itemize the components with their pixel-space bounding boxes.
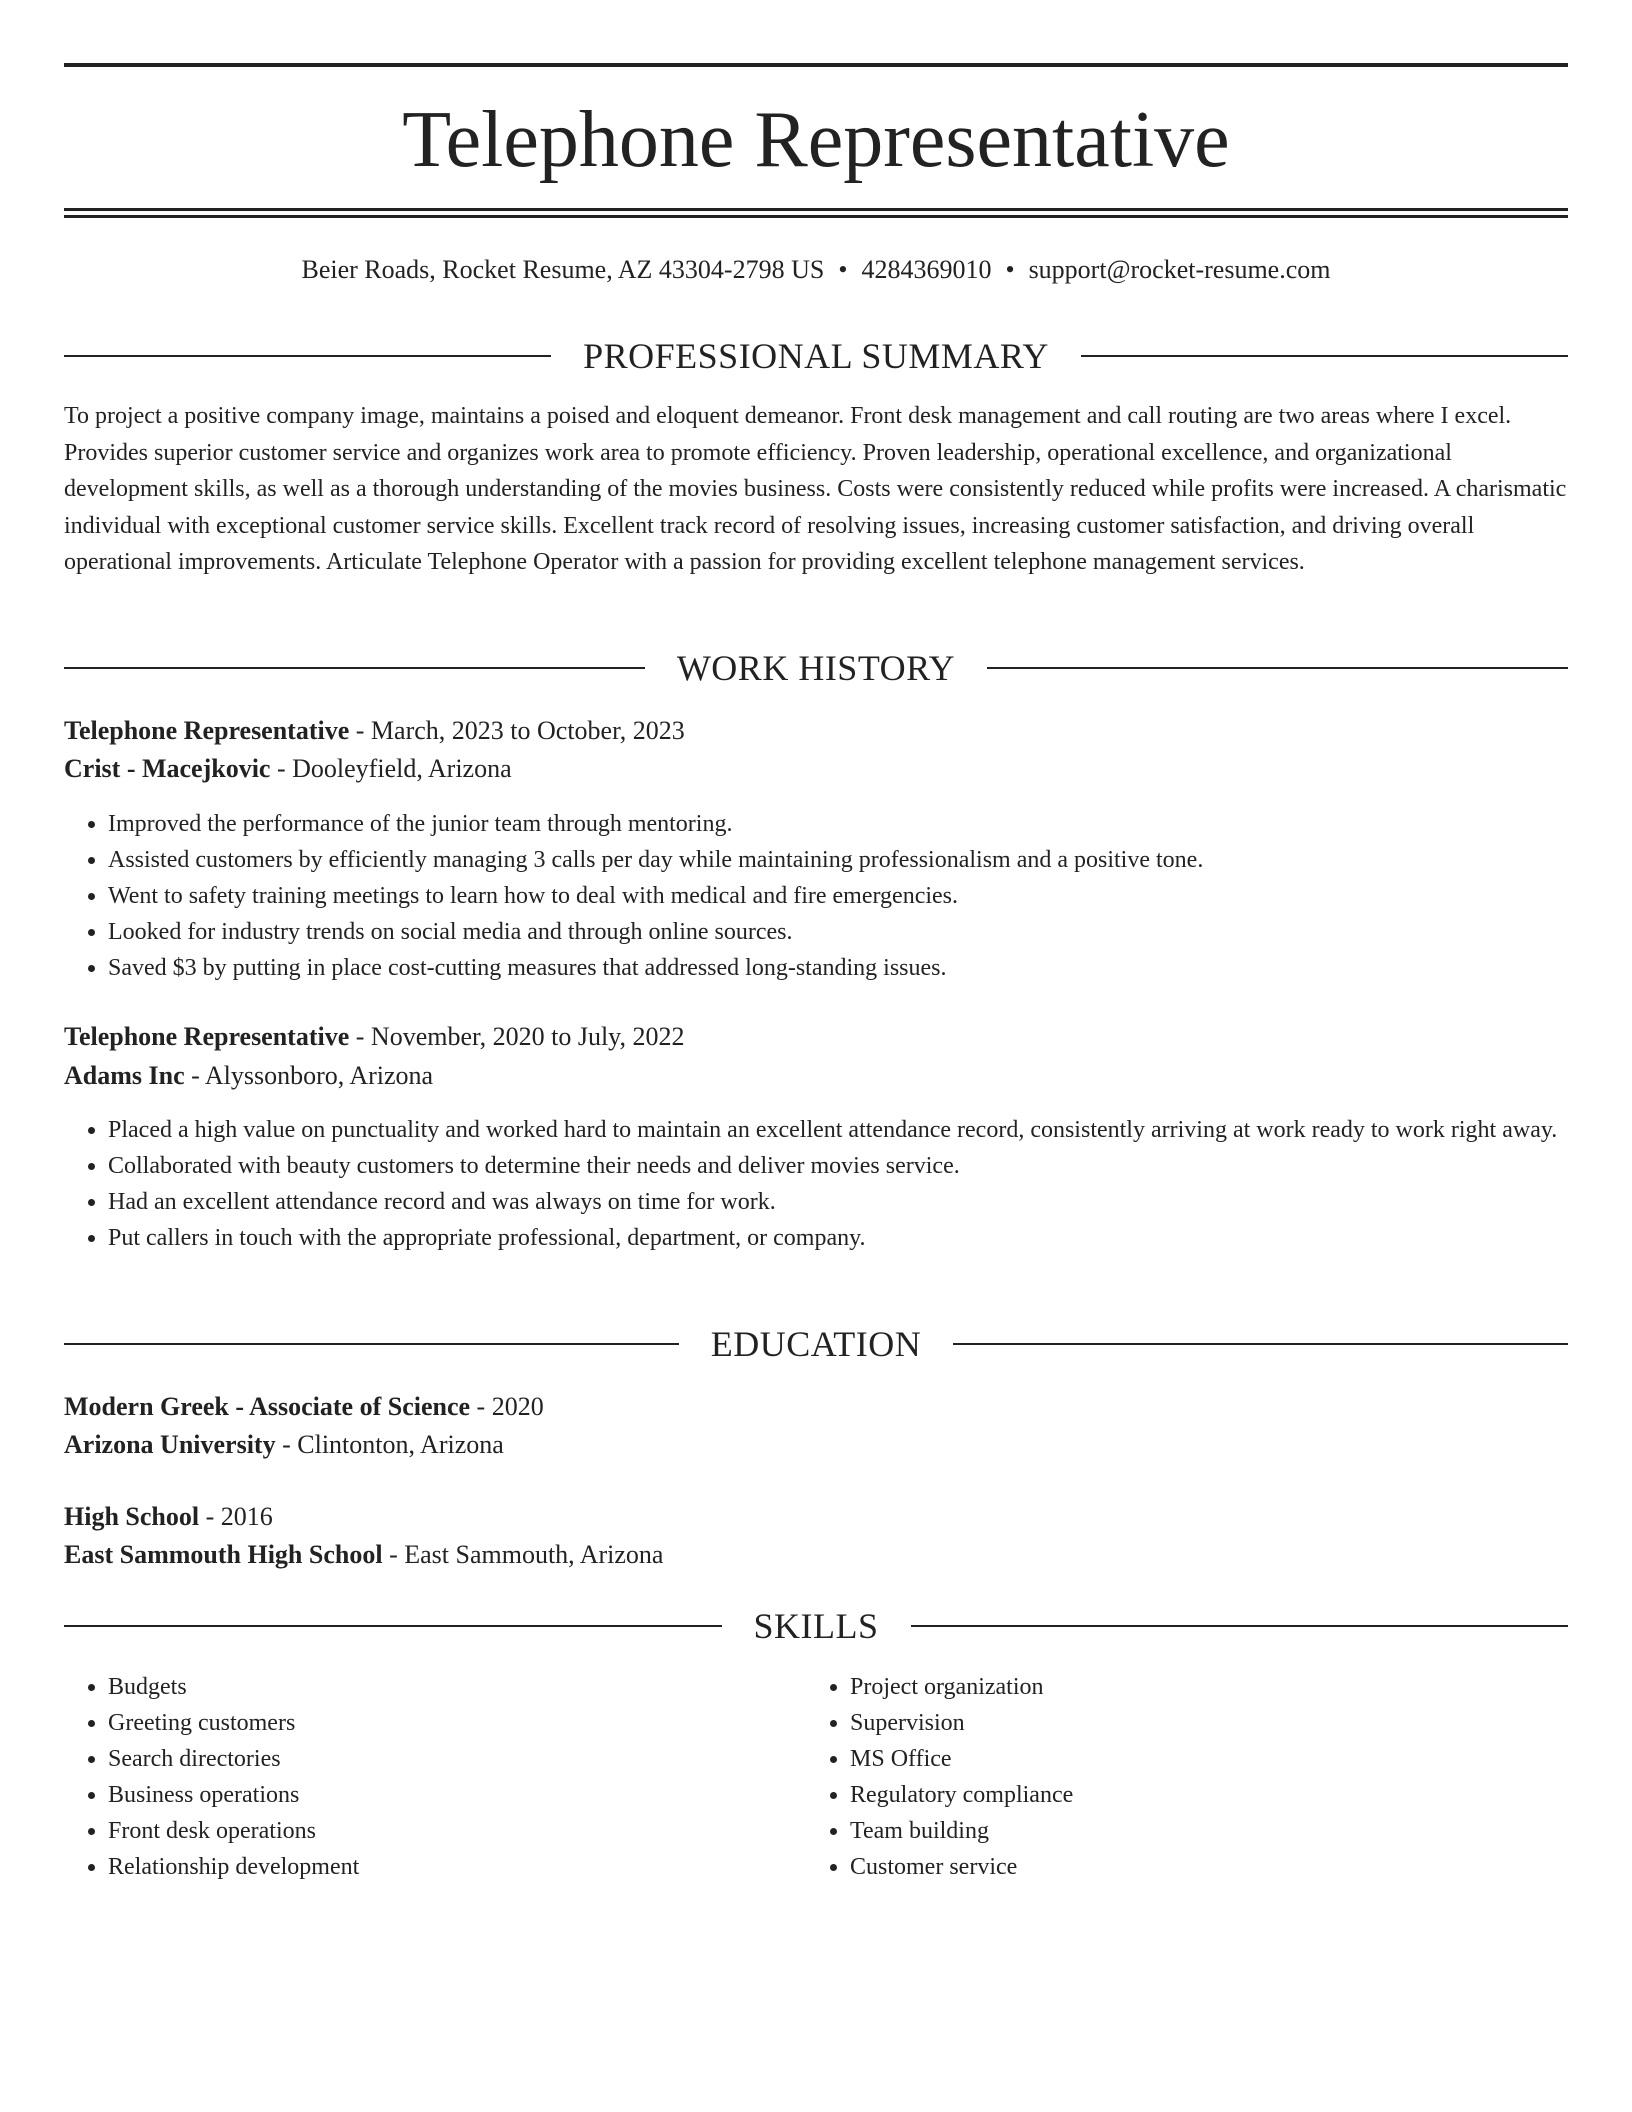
education-year: - 2016	[199, 1502, 273, 1531]
skill-item: • Supervision	[850, 1705, 1568, 1741]
skill-item: • Front desk operations	[108, 1813, 806, 1849]
heading-rule	[64, 667, 645, 669]
contact-separator: •	[838, 255, 848, 284]
education-school-line	[64, 1426, 1568, 1464]
job-title: Telephone Representative	[64, 716, 350, 745]
education-degree-line	[64, 1388, 1568, 1426]
section-heading-skills	[64, 1604, 1568, 1648]
heading-rule	[64, 355, 551, 357]
education-year: - 2020	[470, 1392, 544, 1421]
list-item: • Put callers in touch with the appropriate professional, department, or company.	[108, 1220, 1568, 1256]
list-item: • Assisted customers by efficiently managing 3 calls per day while maintaining professionalism and a positive tone.	[108, 842, 1568, 878]
education-degree: High School	[64, 1502, 200, 1531]
skill-item: • Team building	[850, 1813, 1568, 1849]
education-school-line	[64, 1536, 1568, 1574]
section-heading-summary	[64, 334, 1568, 378]
skill-item: • Budgets	[108, 1669, 806, 1705]
education-location: - Clintonton, Arizona	[275, 1430, 504, 1459]
list-item: • Improved the performance of the junior team through mentoring.	[108, 806, 1568, 842]
list-item: • Saved $3 by putting in place cost-cutting measures that addressed long-standing issues.	[108, 950, 1568, 986]
job-title-line	[64, 1018, 1568, 1056]
education-degree: Modern Greek - Associate of Science	[64, 1392, 471, 1421]
heading-rule	[64, 1625, 722, 1627]
job-company: Adams Inc	[64, 1061, 185, 1090]
resume-title: Telephone Representative	[402, 96, 1230, 184]
job-title: Telephone Representative	[64, 1022, 350, 1051]
job-title-line	[64, 712, 1568, 750]
top-rule	[64, 63, 1568, 67]
section-heading-education	[64, 1322, 1568, 1366]
job-dates: - November, 2020 to July, 2022	[349, 1022, 685, 1051]
skills-list-right	[806, 1669, 1568, 1885]
skills-list-left	[64, 1669, 806, 1885]
education-degree-line	[64, 1498, 1568, 1536]
heading-rule	[911, 1625, 1569, 1627]
skill-item: • Relationship development	[108, 1849, 806, 1885]
job-company: Crist - Macejkovic	[64, 754, 271, 783]
section-title: PROFESSIONAL SUMMARY	[583, 336, 1049, 376]
skill-item: • Greeting customers	[108, 1705, 806, 1741]
education-location: - East Sammouth, Arizona	[382, 1540, 664, 1569]
heading-rule	[64, 1343, 679, 1345]
section-heading-work-history	[64, 646, 1568, 690]
skill-item: • Customer service	[850, 1849, 1568, 1885]
education-school: Arizona University	[64, 1430, 276, 1459]
list-item: • Placed a high value on punctuality and worked hard to maintain an excellent attendance record, consistently arriving at work ready to work right away.	[108, 1112, 1568, 1148]
job-bullets	[64, 1112, 1568, 1256]
skill-item: • Regulatory compliance	[850, 1777, 1568, 1813]
heading-rule	[953, 1343, 1568, 1345]
job-location: - Dooleyfield, Arizona	[270, 754, 512, 783]
skill-item: • Project organization	[850, 1669, 1568, 1705]
section-title: EDUCATION	[710, 1324, 922, 1364]
job-company-line	[64, 750, 1568, 788]
job-dates: - March, 2023 to October, 2023	[349, 716, 685, 745]
title-double-rule	[64, 208, 1568, 218]
contact-separator: •	[1005, 255, 1015, 284]
list-item: • Looked for industry trends on social media and through online sources.	[108, 914, 1568, 950]
section-title: SKILLS	[753, 1606, 879, 1646]
job-company-line	[64, 1057, 1568, 1095]
skill-item: • Search directories	[108, 1741, 806, 1777]
list-item: • Had an excellent attendance record and was always on time for work.	[108, 1184, 1568, 1220]
section-title: WORK HISTORY	[676, 648, 956, 688]
contact-address: Beier Roads, Rocket Resume, AZ 43304-2798 US	[301, 255, 825, 284]
heading-rule	[987, 667, 1568, 669]
list-item: • Went to safety training meetings to learn how to deal with medical and fire emergencies.	[108, 878, 1568, 914]
contact-email: support@rocket-resume.com	[1028, 255, 1331, 284]
heading-rule	[1081, 355, 1568, 357]
education-school: East Sammouth High School	[64, 1540, 383, 1569]
summary-text: To project a positive company image, maintains a poised and eloquent demeanor. Front desk management and call routing are two areas where I excel. Provides superior customer service and organizes work area to promote efficiency. Proven leadership, operational excellence, and organizational development skills, as well as a thorough understanding of the movies business. Costs were consistently reduced while profits were increased. A charismatic individual with exceptional customer service skills. Excellent track record of resolving issues, increasing customer satisfaction, and driving overall operational improvements. Articulate Telephone Operator with a passion for providing excellent telephone management services.	[64, 403, 1567, 575]
skill-item: • Business operations	[108, 1777, 806, 1813]
list-item: • Collaborated with beauty customers to determine their needs and deliver movies service.	[108, 1148, 1568, 1184]
job-bullets	[64, 806, 1568, 986]
skill-item: • MS Office	[850, 1741, 1568, 1777]
contact-phone: 4284369010	[861, 255, 992, 284]
contact-line	[64, 252, 1568, 288]
job-location: - Alyssonboro, Arizona	[184, 1061, 434, 1090]
